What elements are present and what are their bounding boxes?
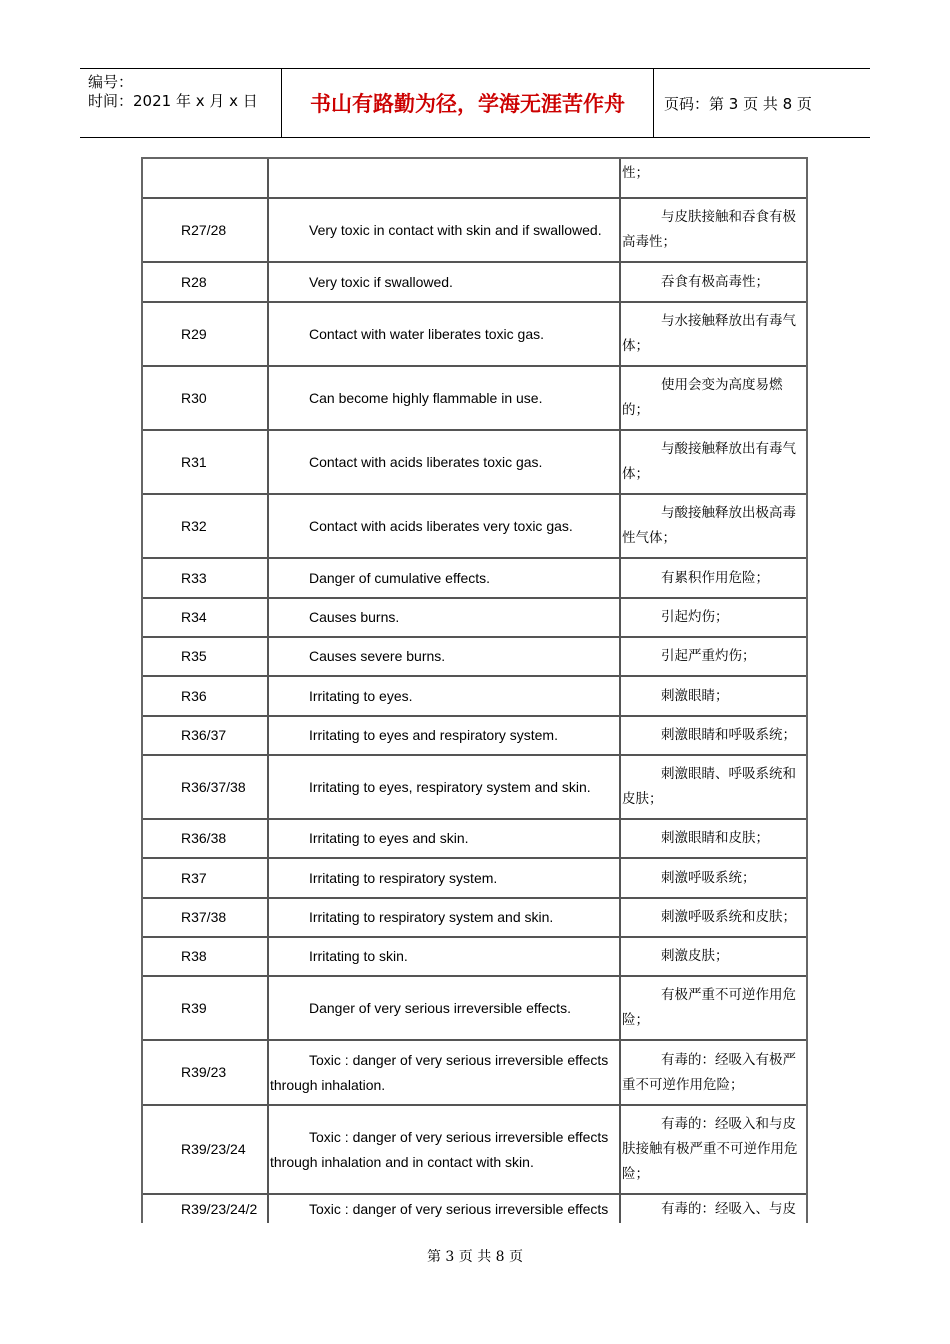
english-description-text: Irritating to eyes. [309,687,413,704]
chinese-description-cell [621,559,806,599]
risk-phrase-table-grid [143,159,806,1223]
risk-code-cell: R34 [143,599,269,638]
risk-code-cell: R39/23/24 [143,1106,269,1195]
risk-code-cell: R36/37 [143,717,269,756]
document-time-label: 时间：2021 年 x 月 x 日 [88,92,258,110]
english-description-cell [269,820,621,859]
risk-code-cell: R37 [143,859,269,899]
chinese-description-cell [621,303,806,367]
chinese-description-text: 性； [622,165,649,181]
english-description-cell [269,559,621,599]
english-description-cell [269,977,621,1041]
english-description-text: Toxic : danger of very serious irreversible effects through inhalation and in contact with skin. [270,1128,609,1170]
risk-code-cell: R39 [143,977,269,1041]
chinese-description-cell [621,263,806,303]
english-description-cell [269,1106,621,1195]
english-description-cell [269,599,621,638]
table-row [143,367,806,431]
chinese-description-cell [621,159,806,199]
chinese-description-text: 与酸接触释放出有毒气体； [622,441,796,482]
risk-code-cell: R33 [143,559,269,599]
table-row [143,599,806,638]
risk-code-cell: R29 [143,303,269,367]
english-description-cell [269,199,621,263]
risk-code-cell: R32 [143,495,269,559]
page-header [80,68,870,138]
chinese-description-text: 刺激眼睛； [661,687,729,704]
english-description-text: Contact with water liberates toxic gas. [309,325,544,342]
chinese-description-text: 使用会变为高度易燃的； [622,377,783,418]
risk-phrase-table-body [143,159,806,1223]
table-row [143,495,806,559]
chinese-description-text: 刺激呼吸系统和皮肤； [661,909,796,925]
english-description-cell [269,159,621,199]
chinese-description-text: 刺激眼睛和呼吸系统； [661,727,796,743]
english-description-text: Danger of cumulative effects. [309,569,491,586]
english-description-text: Toxic : danger of very serious irreversible effects through inhalation. [270,1051,609,1093]
english-description-text: Contact with acids liberates very toxic gas. [309,517,573,534]
risk-code-cell: R36/38 [143,820,269,859]
risk-code-cell: R37/38 [143,899,269,938]
english-description-text: Very toxic in contact with skin and if swallowed. [309,221,602,238]
risk-code-cell: R35 [143,638,269,677]
table-row [143,1041,806,1106]
table-row [143,1195,806,1223]
chinese-description-cell [621,756,806,820]
english-description-cell [269,367,621,431]
english-description-text: Causes burns. [309,609,400,625]
chinese-description-text: 有毒的：经吸入和与皮肤接触有极严重不可逆作用危险； [622,1116,798,1182]
risk-code-cell: R39/23/24/2 [143,1195,269,1223]
table-row [143,977,806,1041]
chinese-description-cell [621,820,806,859]
header-meta [88,73,258,111]
english-description-cell [269,1195,621,1223]
table-row [143,899,806,938]
risk-phrase-table [141,157,808,1223]
chinese-description-text: 有毒的：经吸入有极严重不可逆作用危险； [622,1051,796,1093]
chinese-description-cell [621,677,806,717]
risk-code-cell: R38 [143,938,269,977]
table-row [143,431,806,495]
header-page-info: 页码：第 3 页 共 8 页 [664,94,812,113]
table-row [143,263,806,303]
risk-code-cell: R39/23 [143,1041,269,1106]
english-description-text: Contact with acids liberates toxic gas. [309,453,543,470]
table-row [143,303,806,367]
chinese-description-cell [621,495,806,559]
chinese-description-cell [621,899,806,938]
chinese-description-cell [621,859,806,899]
chinese-description-text: 有极严重不可逆作用危险； [622,987,796,1028]
chinese-description-text: 与水接触释放出有毒气体； [622,313,796,354]
risk-code-cell: R36 [143,677,269,717]
english-description-text: Irritating to eyes, respiratory system and skin. [309,778,591,795]
english-description-cell [269,303,621,367]
header-slogan: 书山有路勤为径，学海无涯苦作舟 [310,92,625,116]
chinese-description-cell [621,367,806,431]
english-description-text: Irritating to respiratory system and skin. [309,909,554,925]
table-row [143,859,806,899]
english-description-text: Irritating to eyes and respiratory system. [309,727,558,743]
chinese-description-cell [621,199,806,263]
english-description-text: Irritating to respiratory system. [309,869,498,886]
chinese-description-cell [621,638,806,677]
english-description-text: Danger of very serious irreversible effects. [309,999,571,1016]
page-footer: 第 3 页 共 8 页 [426,1249,524,1265]
risk-code-cell: R31 [143,431,269,495]
risk-code-cell: R30 [143,367,269,431]
english-description-text: Causes severe burns. [309,648,446,664]
english-description-cell [269,756,621,820]
chinese-description-text: 引起灼伤； [661,609,729,625]
chinese-description-cell [621,1195,806,1223]
chinese-description-text: 有累积作用危险； [661,569,769,586]
chinese-description-text: 吞食有极高毒性； [661,273,769,290]
header-divider [653,69,654,137]
english-description-cell [269,717,621,756]
chinese-description-text: 引起严重灼伤； [661,648,756,664]
table-row [143,677,806,717]
table-row [143,559,806,599]
table-row [143,756,806,820]
english-description-cell [269,859,621,899]
risk-code-cell [143,159,269,199]
english-description-cell [269,431,621,495]
chinese-description-cell [621,1106,806,1195]
chinese-description-text: 与酸接触释放出极高毒性气体； [622,505,796,546]
chinese-description-cell [621,938,806,977]
table-row [143,199,806,263]
english-description-cell [269,938,621,977]
english-description-cell [269,899,621,938]
english-description-cell [269,1041,621,1106]
chinese-description-text: 刺激呼吸系统； [661,869,756,886]
chinese-description-cell [621,431,806,495]
risk-code-cell: R27/28 [143,199,269,263]
english-description-text: Can become highly flammable in use. [309,389,543,406]
chinese-description-cell [621,977,806,1041]
table-row [143,717,806,756]
chinese-description-cell [621,599,806,638]
english-description-text: Irritating to skin. [309,948,408,964]
chinese-description-cell [621,1041,806,1106]
risk-code-cell: R36/37/38 [143,756,269,820]
chinese-description-cell [621,717,806,756]
chinese-description-text: 有毒的：经吸入、与皮 [661,1200,796,1217]
chinese-description-text: 刺激皮肤； [661,948,729,964]
chinese-description-text: 刺激眼睛和皮肤； [661,830,769,846]
table-row [143,159,806,199]
english-description-text: Very toxic if swallowed. [309,273,453,290]
english-description-cell [269,677,621,717]
english-description-cell [269,495,621,559]
table-row [143,638,806,677]
chinese-description-text: 与皮肤接触和吞食有极高毒性； [622,209,796,250]
english-description-text: Toxic : danger of very serious irreversible effects [309,1200,609,1217]
table-row [143,1106,806,1195]
document-number-label: 编号： [88,73,134,91]
table-row [143,820,806,859]
chinese-description-text: 刺激眼睛、呼吸系统和皮肤； [622,766,796,807]
risk-code-cell: R28 [143,263,269,303]
english-description-text: Irritating to eyes and skin. [309,830,469,846]
english-description-cell [269,638,621,677]
table-row [143,938,806,977]
english-description-cell [269,263,621,303]
